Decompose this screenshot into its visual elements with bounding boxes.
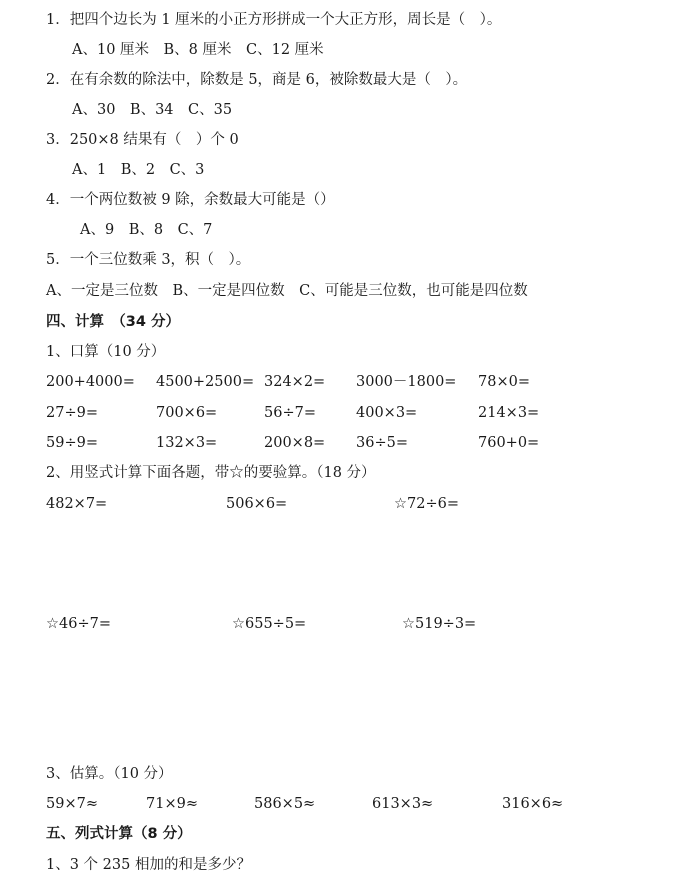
q3-options: A、1 B、2 C、3 [72, 162, 205, 178]
vertical-item: ☆46÷7= [46, 616, 111, 632]
oral-item: 78×0= [478, 374, 530, 390]
q2-stem: 2．在有余数的除法中，除数是 5，商是 6，被除数最大是（ ）。 [46, 72, 468, 88]
oral-item: 400×3= [356, 405, 418, 421]
vertical-title: 2、用竖式计算下面各题，带☆的要验算。（18 分） [46, 465, 376, 481]
oral-item: 56÷7= [264, 405, 316, 421]
vertical-item: 506×6= [226, 496, 288, 512]
oral-item: 700×6= [156, 405, 218, 421]
oral-item: 760+0= [478, 435, 540, 451]
estimate-item: 316×6≈ [502, 796, 564, 812]
q4-options: A、9 B、8 C、7 [80, 222, 213, 238]
q5-options: A、一定是三位数 B、一定是四位数 C、可能是三位数，也可能是四位数 [46, 283, 528, 299]
oral-title: 1、口算（10 分） [46, 344, 166, 360]
q4-stem: 4．一个两位数被 9 除，余数最大可能是（） [46, 192, 335, 208]
section5-q1: 1、3 个 235 相加的和是多少？ [46, 857, 251, 873]
oral-item: 324×2= [264, 374, 326, 390]
oral-item: 3000－1800= [356, 374, 457, 390]
vertical-item: ☆655÷5= [232, 616, 307, 632]
estimate-item: 59×7≈ [46, 796, 98, 812]
section5-title: 五、列式计算（8 分） [46, 826, 192, 842]
oral-item: 214×3= [478, 405, 540, 421]
vertical-item: ☆72÷6= [394, 496, 459, 512]
estimate-item: 586×5≈ [254, 796, 316, 812]
q5-stem: 5．一个三位数乘 3，积（ ）。 [46, 252, 251, 268]
estimate-item: 71×9≈ [146, 796, 198, 812]
oral-item: 36÷5= [356, 435, 408, 451]
vertical-item: ☆519÷3= [402, 616, 477, 632]
oral-item: 27÷9= [46, 405, 98, 421]
estimate-item: 613×3≈ [372, 796, 434, 812]
q1-stem: 1．把四个边长为 1 厘米的小正方形拼成一个大正方形，周长是（ ）。 [46, 12, 502, 28]
oral-item: 59÷9= [46, 435, 98, 451]
section4-title: 四、计算 （34 分） [46, 314, 180, 330]
oral-item: 200+4000= [46, 374, 135, 390]
q3-stem: 3．250×8 结果有（ ）个 0 [46, 132, 239, 148]
oral-item: 200×8= [264, 435, 326, 451]
oral-item: 4500+2500= [156, 374, 255, 390]
q2-options: A、30 B、34 C、35 [72, 102, 233, 118]
estimate-title: 3、估算。（10 分） [46, 766, 173, 782]
oral-item: 132×3= [156, 435, 218, 451]
q1-options: A、10 厘米 B、8 厘米 C、12 厘米 [72, 42, 324, 58]
vertical-item: 482×7= [46, 496, 108, 512]
